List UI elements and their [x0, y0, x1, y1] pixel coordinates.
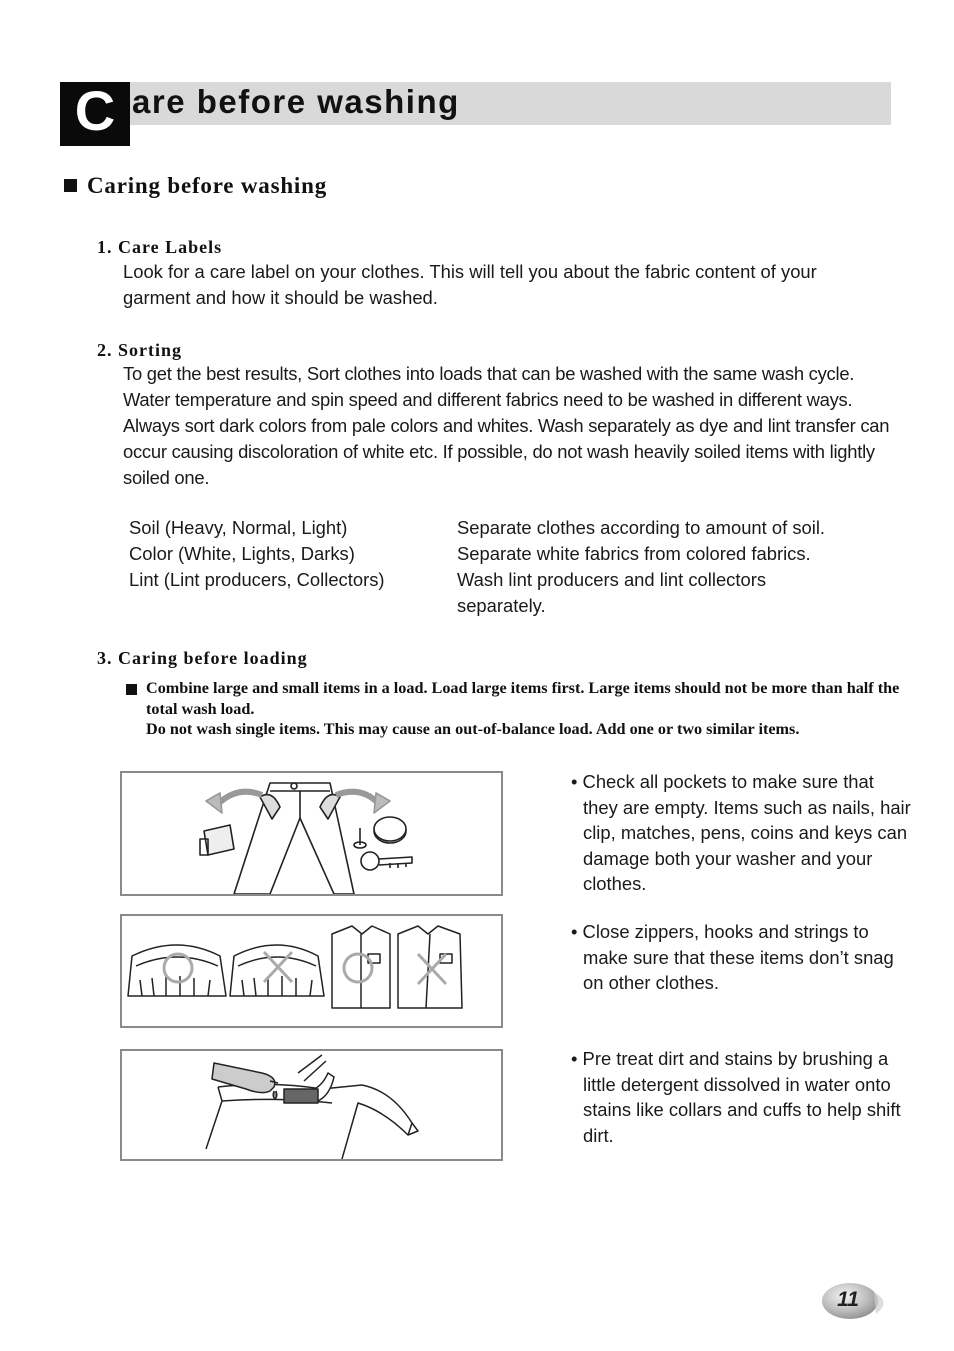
page-title: are before washing: [132, 83, 460, 120]
sorting-instruction: Separate clothes according to amount of soil.: [457, 517, 826, 538]
page-number: 11: [837, 1288, 859, 1311]
sorting-category: Soil (Heavy, Normal, Light): [129, 517, 348, 538]
step-3-title: Caring before loading: [118, 648, 308, 668]
step-2-heading: [97, 339, 182, 361]
pockets-illustration: [120, 771, 503, 896]
zippers-illustration: [120, 914, 503, 1028]
loading-note-line-1: Combine large and small items in a load. Load large items first. Large items should not be more than half the total wash load.: [146, 679, 900, 718]
sorting-instruction: Wash lint producers and lint collectors separately.: [457, 569, 767, 616]
pretreat-illustration: [120, 1049, 503, 1161]
tip-pretreat-stains: • Pre treat dirt and stains by brushing a little detergent dissolved in water onto stains like collars and cuffs to help shift dirt.: [571, 1048, 901, 1146]
square-bullet-icon: [64, 179, 77, 192]
square-bullet-icon: [126, 684, 137, 695]
header-initial-letter: C: [60, 82, 130, 146]
step-1-heading: [97, 236, 222, 258]
section-title: Caring before washing: [87, 173, 327, 198]
step-3-number: 3.: [97, 648, 113, 668]
sorting-instruction: Separate white fabrics from colored fabrics.: [457, 543, 811, 564]
detergent-bottle-icon: [122, 1051, 501, 1159]
step-2-number: 2.: [97, 340, 113, 360]
step-2-body: To get the best results, Sort clothes into loads that can be washed with the same wash cycle. Water temperature and spin speed and different fabrics need to be washed in different ways. Always sort dark colors from pale colors and whites. Wash separately as dye and lint transfer can occur causing discoloration of white etc. If possible, do not wash heavily soiled items with lightly soiled one.: [123, 363, 890, 488]
step-3-heading: [97, 647, 308, 669]
sorting-category: Color (White, Lights, Darks): [129, 543, 355, 564]
loading-note-line-2: Do not wash single items. This may cause an out-of-balance load. Add one or two similar items.: [146, 720, 800, 738]
trousers-pockets-icon: [122, 773, 501, 894]
tip-check-pockets: • Check all pockets to make sure that they are empty. Items such as nails, hair clip, matches, pens, coins and keys can damage both your washer and your clothes.: [571, 771, 911, 894]
sorting-row: [129, 515, 899, 541]
step-1-number: 1.: [97, 237, 113, 257]
step-1-title: Care Labels: [118, 237, 223, 257]
sorting-table: [129, 515, 899, 619]
sorting-category: Lint (Lint producers, Collectors): [129, 569, 385, 590]
sorting-row: [129, 567, 899, 619]
zippers-hooks-icon: [122, 916, 501, 1026]
loading-note: [146, 678, 906, 740]
step-2-title: Sorting: [118, 340, 183, 360]
tip-close-zippers: • Close zippers, hooks and strings to make sure that these items don’t snag on other clothes.: [571, 921, 894, 993]
sorting-row: [129, 541, 899, 567]
step-1-body: Look for a care label on your clothes. This will tell you about the fabric content of your garment and how it should be washed.: [123, 261, 817, 308]
